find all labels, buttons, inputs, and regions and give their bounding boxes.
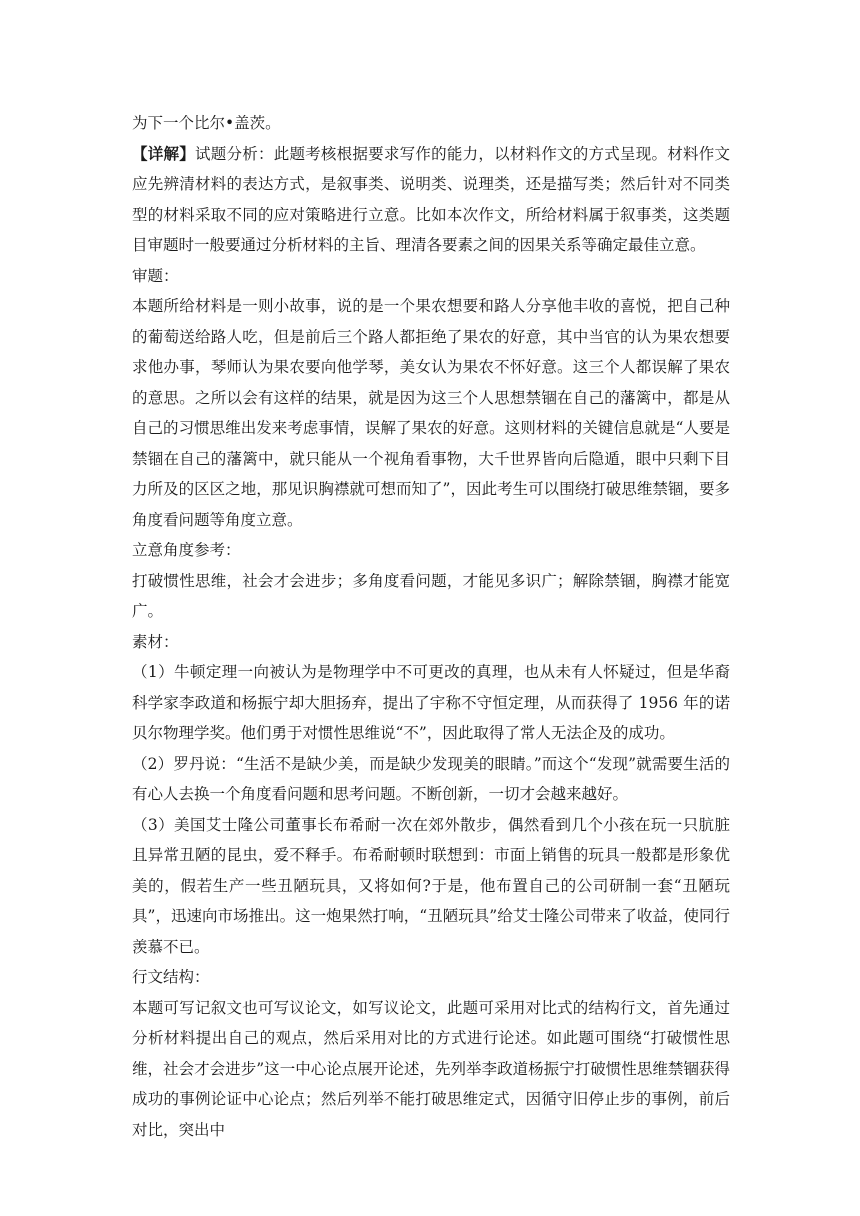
paragraph-material-2: （2）罗丹说：“生活不是缺少美，而是缺少发现美的眼睛。”而这个“发现”就需要生活的有心人去换一个角度看问题和思考问题。不断创新，一切才会越来越好。	[132, 754, 730, 803]
document-body	[132, 108, 730, 1145]
detail-text: 试题分析：此题考核根据要求写作的能力，以材料作文的方式呈现。材料作文应先辨清材料的表达方式，是叙事类、说明类、说理类，还是描写类；然后针对不同类型的材料采取不同的应对策略进行立意。比如本次作文，所给材料属于叙事类，这类题目审题时一般要通过分析材料的主旨、理清各要素之间的因果关系等确定最佳立意。	[132, 144, 730, 254]
paragraph-continuation: 为下一个比尔•盖茨。	[132, 114, 281, 132]
paragraph-angle: 打破惯性思维，社会才会进步；多角度看问题，才能见多识广；解除禁锢，胸襟才能宽广。	[132, 571, 730, 620]
paragraph-structure: 本题可写记叙文也可写议论文，如写议论文，此题可采用对比式的结构行文，首先通过分析材料提出自己的观点，然后采用对比的方式进行论述。如此题可围绕“打破惯性思维，社会才会进步”这一中心论点展开论述，先列举李政道杨振宁打破惯性思维禁锢获得成功的事例论证中心论点；然后列举不能打破思维定式，因循守旧停止步的事例，前后对比，突出中	[132, 998, 730, 1139]
heading-material: 素材：	[132, 632, 179, 651]
paragraph-review: 本题所给材料是一则小故事，说的是一个果农想要和路人分享他丰收的喜悦，把自己种的葡萄送给路人吃，但是前后三个路人都拒绝了果农的好意，其中当官的认为果农想要求他办事，琴师认为果农要向他学琴，美女认为果农不怀好意。这三个人都误解了果农的意思。之所以会有这样的结果，就是因为这三个人思想禁锢在自己的藩篱中，都是从自己的习惯思维出发来考虑事情，误解了果农的好意。这则材料的关键信息就是“人要是禁锢在自己的藩篱中，就只能从一个视角看事物，大千世界皆向后隐遁，眼中只剩下目力所及的区区之地，那见识胸襟就可想而知了”，因此考生可以围绕打破思维禁锢，要多角度看问题等角度立意。	[132, 297, 730, 529]
paragraph-detail	[132, 139, 730, 261]
paragraph-material-1: （1）牛顿定理一向被认为是物理学中不可更改的真理，也从未有人怀疑过，但是华裔科学家李政道和杨振宁却大胆扬弃，提出了宇称不守恒定理，从而获得了 1956 年的诺贝尔物理学奖。他们勇于对惯性思维说“不”，因此取得了常人无法企及的成功。	[132, 663, 730, 742]
heading-angle: 立意角度参考：	[132, 541, 241, 559]
paragraph-material-3: （3）美国艾士隆公司董事长布希耐一次在郊外散步，偶然看到几个小孩在玩一只肮脏且异常丑陋的昆虫，爱不释手。布希耐顿时联想到：市面上销售的玩具一般都是形象优美的，假若生产一些丑陋玩具，又将如何?于是，他布置自己的公司研制一套“丑陋玩具”，迅速向市场推出。这一炮果然打响，“丑陋玩具”给艾士隆公司带来了收益，使同行羡慕不已。	[132, 815, 730, 956]
heading-structure: 行文结构：	[132, 968, 210, 986]
heading-review: 审题：	[132, 266, 179, 285]
detail-label: 【详解】	[132, 143, 195, 163]
